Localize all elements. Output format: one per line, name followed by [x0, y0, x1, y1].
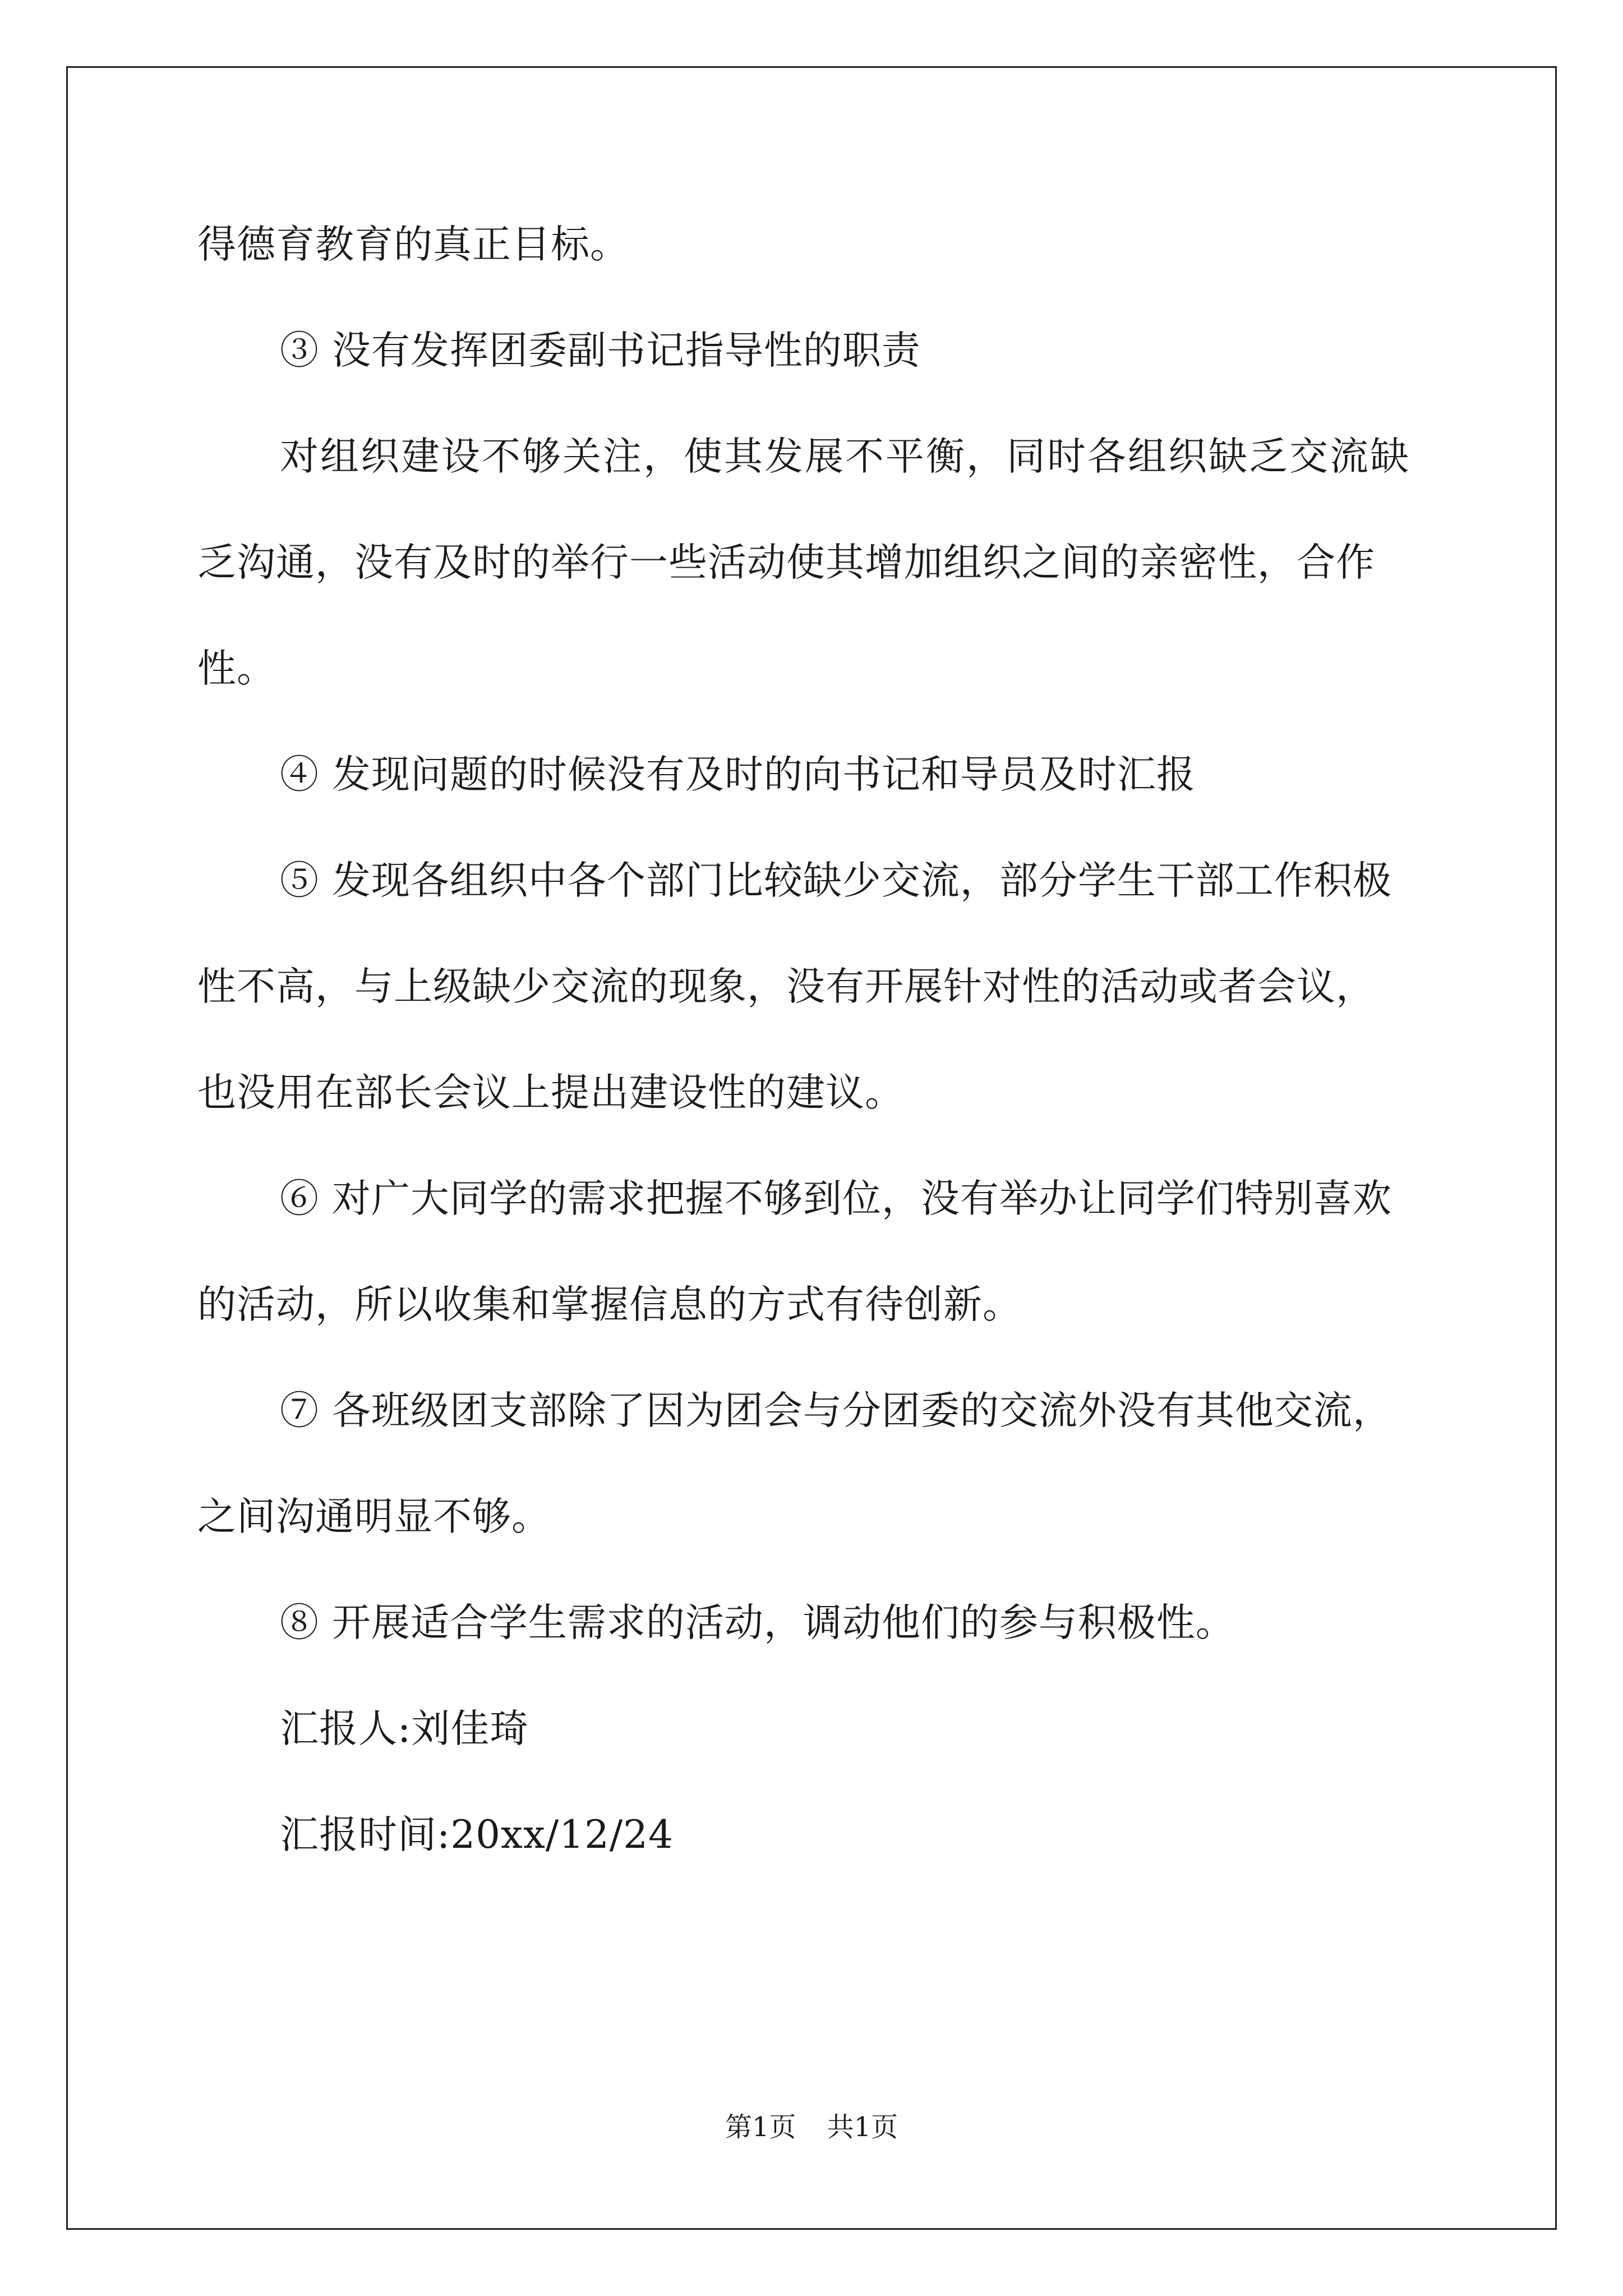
text-line-4: 乏沟通，没有及时的举行一些活动使其增加组织之间的亲密性，合作: [197, 540, 1375, 585]
document-body: [197, 218, 1431, 1914]
reporter-line: 汇报人:刘佳琦: [280, 1706, 529, 1751]
list-item-6: ⑥ 对广大同学的需求把握不够到位，没有举办让同学们特别喜欢: [280, 1176, 1392, 1221]
page-total: 共1页: [827, 2111, 898, 2143]
list-item-7: ⑦ 各班级团支部除了因为团会与分团委的交流外没有其他交流，: [280, 1388, 1392, 1433]
list-item-8: ⑧ 开展适合学生需求的活动，调动他们的参与积极性。: [280, 1600, 1235, 1645]
list-item-4: ④ 发现问题的时候没有及时的向书记和导员及时汇报: [280, 752, 1196, 797]
text-line-11: 的活动，所以收集和掌握信息的方式有待创新。: [197, 1282, 1022, 1327]
page-number: 第1页: [725, 2111, 796, 2143]
text-line-1: 得德育教育的真正目标。: [197, 222, 629, 267]
report-date-line: 汇报时间:20xx/12/24: [280, 1812, 674, 1857]
text-line-5: 性。: [197, 646, 276, 691]
text-line-13: 之间沟通明显不够。: [197, 1494, 551, 1539]
list-item-5: ⑤ 发现各组织中各个部门比较缺少交流，部分学生干部工作积极: [280, 858, 1392, 903]
list-item-3: ③ 没有发挥团委副书记指导性的职责: [280, 328, 921, 373]
text-line-3: 对组织建设不够关注，使其发展不平衡，同时各组织缺乏交流缺: [280, 434, 1410, 479]
page-footer: [0, 2110, 1623, 2144]
text-line-9: 也没用在部长会议上提出建设性的建议。: [197, 1070, 904, 1115]
text-line-8: 性不高，与上级缺少交流的现象，没有开展针对性的活动或者会议，: [197, 964, 1375, 1009]
